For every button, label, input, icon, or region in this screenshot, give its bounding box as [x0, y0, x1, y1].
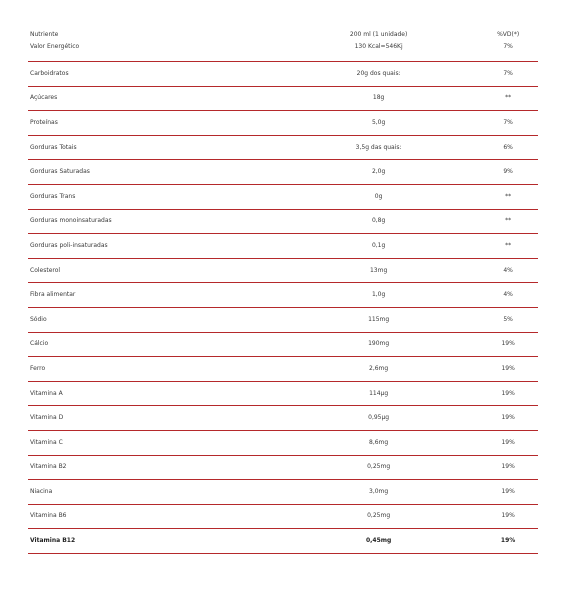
- nutrient-daily-value: 7%: [503, 43, 513, 50]
- nutrient-daily-value: **: [505, 192, 512, 200]
- nutrient-name: Niacina: [30, 487, 53, 495]
- nutrient-daily-value: 7%: [503, 69, 513, 77]
- table-row: [28, 529, 538, 554]
- table-row: [28, 308, 538, 333]
- nutrient-name: Açúcares: [30, 94, 58, 102]
- nutrient-daily-value: 19%: [500, 537, 516, 545]
- table-row: [28, 40, 538, 62]
- nutrient-amount: 130 Kcal=546Kj: [354, 43, 403, 50]
- table-row: [28, 210, 538, 235]
- nutrient-name: Sódio: [30, 315, 47, 323]
- nutrient-name: Ferro: [30, 364, 46, 372]
- nutrient-amount: 3,5g das quais:: [355, 143, 402, 151]
- table-row: [28, 406, 538, 431]
- nutrient-name: Gorduras Totais: [30, 143, 77, 151]
- nutrient-amount: 8,6mg: [369, 438, 389, 446]
- nutrition-table: [28, 28, 538, 554]
- table-row: [28, 62, 538, 87]
- nutrient-name: Vitamina B12: [30, 537, 76, 545]
- table-row: [28, 456, 538, 481]
- header-daily-value: %VD(*): [497, 31, 520, 38]
- nutrient-name: Vitamina C: [30, 438, 63, 446]
- nutrient-name: Vitamina D: [30, 414, 64, 422]
- nutrient-daily-value: 19%: [501, 463, 515, 471]
- table-row: [28, 160, 538, 185]
- nutrient-daily-value: 19%: [501, 512, 515, 520]
- nutrient-name: Gorduras poli-insaturadas: [30, 241, 108, 249]
- nutrient-daily-value: **: [505, 217, 512, 225]
- nutrient-amount: 0,25mg: [367, 512, 391, 520]
- nutrient-daily-value: 19%: [501, 389, 515, 397]
- nutrient-name: Vitamina B2: [30, 463, 67, 471]
- table-row: [28, 185, 538, 210]
- nutrient-name: Carboidratos: [30, 69, 69, 77]
- nutrient-name: Valor Energético: [30, 43, 80, 50]
- nutrient-daily-value: 5%: [503, 315, 513, 323]
- nutrient-amount: 1,0g: [371, 291, 386, 299]
- table-row: [28, 87, 538, 112]
- nutrient-daily-value: 19%: [501, 487, 515, 495]
- header-nutrient: Nutriente: [30, 31, 59, 38]
- nutrient-amount: 115mg: [368, 315, 390, 323]
- table-row: [28, 357, 538, 382]
- nutrient-name: Gorduras Trans: [30, 192, 76, 200]
- nutrient-daily-value: 19%: [501, 340, 515, 348]
- nutrient-name: Gorduras monoinsaturadas: [30, 217, 112, 225]
- header-amount: 200 ml (1 unidade): [349, 31, 408, 38]
- nutrient-amount: 18g: [372, 94, 385, 102]
- nutrient-amount: 2,6mg: [369, 364, 389, 372]
- nutrient-amount: 5,0g: [371, 118, 386, 126]
- nutrient-daily-value: **: [505, 94, 512, 102]
- nutrient-daily-value: 4%: [503, 266, 513, 274]
- nutrient-daily-value: 9%: [503, 168, 513, 176]
- nutrient-amount: 0g: [374, 192, 383, 200]
- table-row: [28, 333, 538, 358]
- nutrient-daily-value: 7%: [503, 118, 513, 126]
- table-row: [28, 382, 538, 407]
- nutrient-amount: 2,0g: [371, 168, 386, 176]
- nutrient-name: Fibra alimentar: [30, 291, 76, 299]
- table-row: [28, 283, 538, 308]
- nutrient-amount: 0,25mg: [367, 463, 391, 471]
- nutrient-name: Gorduras Saturadas: [30, 168, 90, 176]
- nutrient-amount: 0,8g: [371, 217, 386, 225]
- table-row: [28, 136, 538, 161]
- nutrient-amount: 3,0mg: [369, 487, 389, 495]
- nutrient-amount: 20g dos quais:: [356, 69, 401, 77]
- nutrient-name: Vitamina A: [30, 389, 63, 397]
- nutrient-daily-value: 19%: [501, 414, 515, 422]
- nutrient-amount: 0,1g: [371, 241, 386, 249]
- nutrient-amount: 13mg: [369, 266, 388, 274]
- table-row: [28, 259, 538, 284]
- nutrient-name: Colesterol: [30, 266, 61, 274]
- nutrient-daily-value: 19%: [501, 438, 515, 446]
- nutrient-daily-value: 6%: [503, 143, 513, 151]
- nutrient-name: Vitamina B6: [30, 512, 67, 520]
- table-row: [28, 480, 538, 505]
- table-row: [28, 111, 538, 136]
- nutrient-amount: 190mg: [368, 340, 390, 348]
- nutrient-amount: 0,45mg: [365, 537, 392, 545]
- nutrient-daily-value: **: [505, 241, 512, 249]
- nutrient-name: Cálcio: [30, 340, 49, 348]
- nutrient-name: Proteínas: [30, 118, 58, 126]
- table-row: [28, 234, 538, 259]
- nutrient-daily-value: 19%: [501, 364, 515, 372]
- table-row: [28, 431, 538, 456]
- table-row: [28, 505, 538, 530]
- nutrient-amount: 0,95µg: [368, 414, 390, 422]
- nutrient-daily-value: 4%: [503, 291, 513, 299]
- nutrient-amount: 114µg: [369, 389, 389, 397]
- table-header: [28, 28, 538, 40]
